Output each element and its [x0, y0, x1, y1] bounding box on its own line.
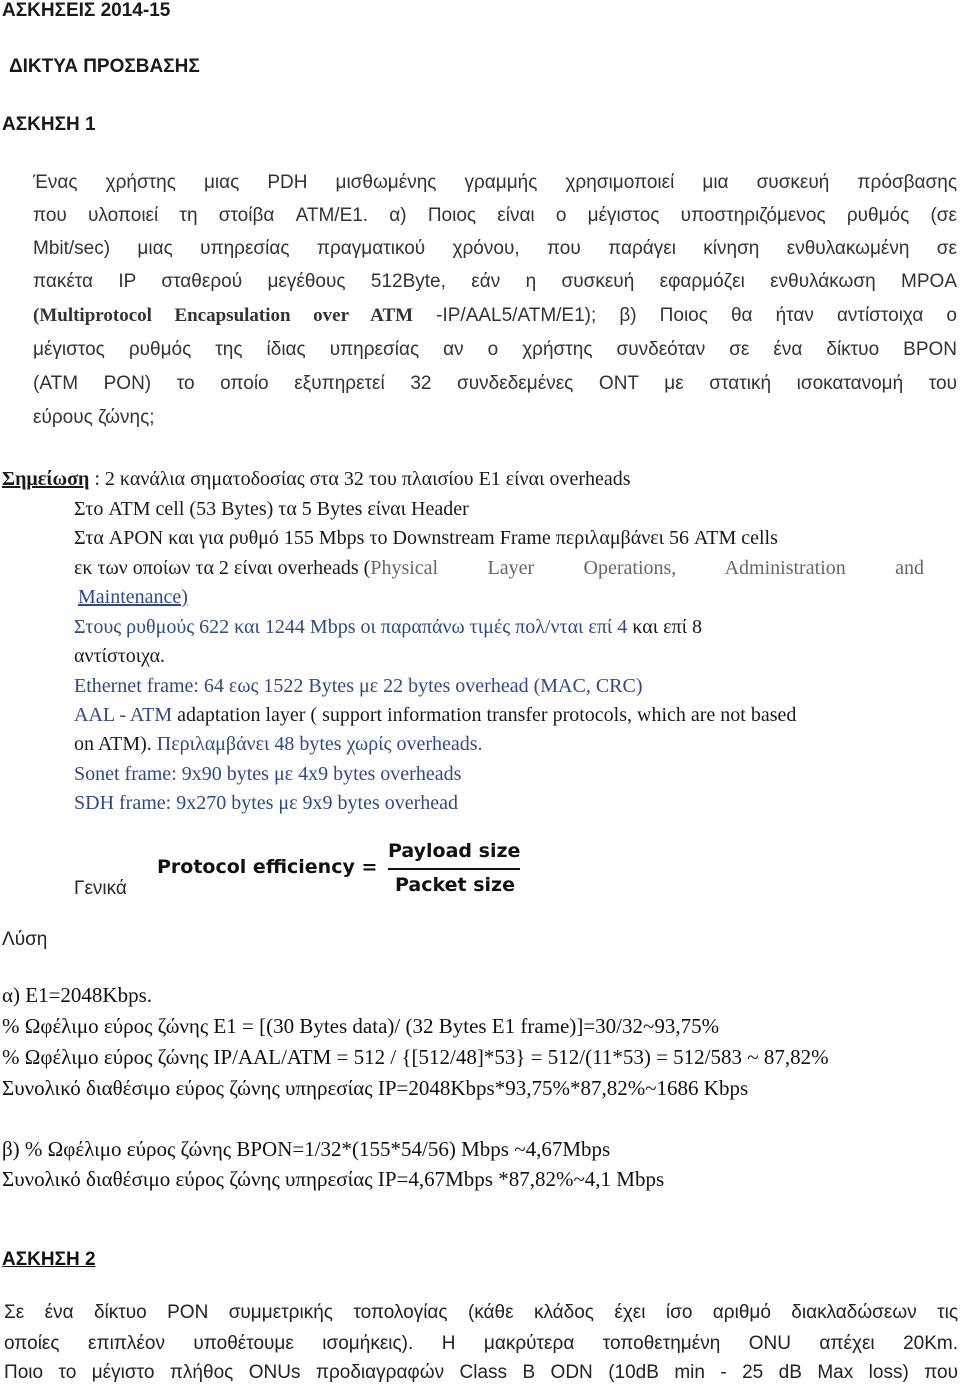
- note-line-part: on ATM).: [74, 733, 157, 755]
- document-title: ΑΣΚΗΣΕΙΣ 2014-15: [2, 0, 171, 21]
- exercise-1-line-mixed: [33, 299, 957, 332]
- exercise-1-line: που υλοποιεί τη στοίβα ATM/E1. α) Ποιος είναι ο μέγιστος υποστηριζόμενος ρυθμός (σε: [33, 205, 957, 226]
- note-line: Maintenance): [78, 586, 188, 608]
- exercise-2-line: οποίες επιπλέον υποθέτουμε ισομήκεις). Η μακρύτερα τοποθετημένη ONU απέχει 20Km.: [4, 1333, 958, 1354]
- exercise-2-line: Ποιο το μέγιστο πλήθος ONUs προδιαγραφών Class B ODN (10dB min - 25 dB Max loss) που: [4, 1362, 958, 1383]
- note-line-part: adaptation layer ( support information transfer protocols, which are not based: [172, 704, 797, 726]
- note-line: Στα APON και για ρυθμό 155 Mbps το Downstream Frame περιλαμβάνει 56 ATM cells: [74, 527, 778, 549]
- exercise-2-heading: ΑΣΚΗΣΗ 2: [2, 1249, 96, 1270]
- solution-line: Συνολικό διαθέσιμο εύρος ζώνης υπηρεσίας IP=2048Kbps*93,75%*87,82%~1686 Kbps: [2, 1076, 749, 1100]
- note-line: [74, 704, 796, 727]
- fraction-bar: [388, 868, 520, 870]
- note-line: Sonet frame: 9x90 bytes με 4x9 bytes overheads: [74, 763, 462, 785]
- note-label: Σημείωση: [2, 468, 90, 490]
- solution-line: Συνολικό διαθέσιμο εύρος ζώνης υπηρεσίας IP=4,67Mbps *87,82%~4,1 Mbps: [2, 1167, 665, 1191]
- note-line: [74, 733, 483, 756]
- note-line-part: εκ των οποίων τα 2 είναι overheads (: [74, 557, 371, 579]
- exercise-1-line: Mbit/sec) μιας υπηρεσίας πραγματικού χρόνου, που παράγει κίνηση ενθυλακωμένη σε: [33, 238, 957, 259]
- formula-lhs: Protocol efficiency =: [157, 856, 378, 878]
- solution-line: β) % Ωφέλιμο εύρος ζώνης BPON=1/32*(155*54/56) Mbps ~4,67Mbps: [2, 1137, 611, 1161]
- exercise-2-line: Σε ένα δίκτυο PON συμμετρικής τοπολογίας (κάθε κλάδος έχει ίσο αριθμό διακλαδώσεων τις: [4, 1302, 958, 1323]
- exercise-1-line: εύρους ζώνης;: [33, 407, 155, 428]
- solution-line: % Ωφέλιμο εύρος ζώνης E1 = [(30 Bytes data)/ (32 Bytes E1 frame)]=30/32~93,75%: [2, 1014, 720, 1038]
- exercise-1-line-rest: -IP/AAL5/ATM/E1); β) Ποιος θα ήταν αντίστοιχα ο: [413, 305, 957, 326]
- mpoa-expansion: (Multiprotocol Encapsulation over ATM: [33, 305, 414, 326]
- note-line-part: Περιλαμβάνει 48 bytes χωρίς overheads.: [156, 733, 483, 755]
- formula-numerator: Payload size: [388, 840, 521, 862]
- note-line: [74, 616, 702, 639]
- note-text: : 2 κανάλια σηματοδοσίας στα 32 του πλαισίου E1 είναι overheads: [89, 468, 631, 490]
- note-line: [74, 557, 924, 580]
- note-line: αντίστοιχα.: [74, 645, 166, 667]
- note-line: SDH frame: 9x270 bytes με 9x9 bytes overhead: [74, 792, 459, 814]
- exercise-1-line: μέγιστος ρυθμός της ίδιας υπηρεσίας αν ο χρήστης συνδεόταν σε ένα δίκτυο BPON: [33, 339, 957, 360]
- exercise-1-line: (ATM PON) το οποίο εξυπηρετεί 32 συνδεδεμένες ONT με στατική ισοκατανομή του: [33, 373, 957, 394]
- note-line-part: Στους ρυθμούς 622 και 1244 Mbps οι παραπάνω τιμές πολ/νται επί 4: [74, 616, 628, 638]
- exercise-1-line: Ένας χρήστης μιας PDH μισθωμένης γραμμής χρησιμοποιεί μια συσκευή πρόσβασης: [33, 172, 957, 193]
- section-title: ΔΙΚΤΥΑ ΠΡΟΣΒΑΣΗΣ: [9, 56, 200, 77]
- exercise-1-heading: ΑΣΚΗΣΗ 1: [2, 114, 96, 135]
- formula-denominator: Packet size: [395, 874, 515, 896]
- ploam-text: Physical Layer Operations, Administration and: [370, 557, 924, 579]
- solution-line: α) E1=2048Kbps.: [2, 983, 153, 1007]
- note-first-line: [2, 468, 631, 491]
- note-line-part: AAL - ATM: [74, 704, 173, 726]
- solution-line: % Ωφέλιμο εύρος ζώνης IP/AAL/ATM = 512 / {[512/48]*53} = 512/(11*53) = 512/583 ~ 87,82%: [2, 1045, 829, 1069]
- exercise-1-line: πακέτα IP σταθερού μεγέθους 512Byte, εάν η συσκευή εφαρμόζει ενθυλάκωση MPOA: [33, 271, 957, 292]
- note-line: Ethernet frame: 64 εως 1522 Bytes με 22 bytes overhead (MAC, CRC): [74, 675, 643, 697]
- solution-label: Λύση: [2, 929, 48, 950]
- note-line-part: και επί 8: [627, 616, 702, 638]
- formula-prefix: Γενικά: [74, 878, 127, 899]
- note-line: Στο ATM cell (53 Bytes) τα 5 Bytes είναι Header: [74, 498, 469, 520]
